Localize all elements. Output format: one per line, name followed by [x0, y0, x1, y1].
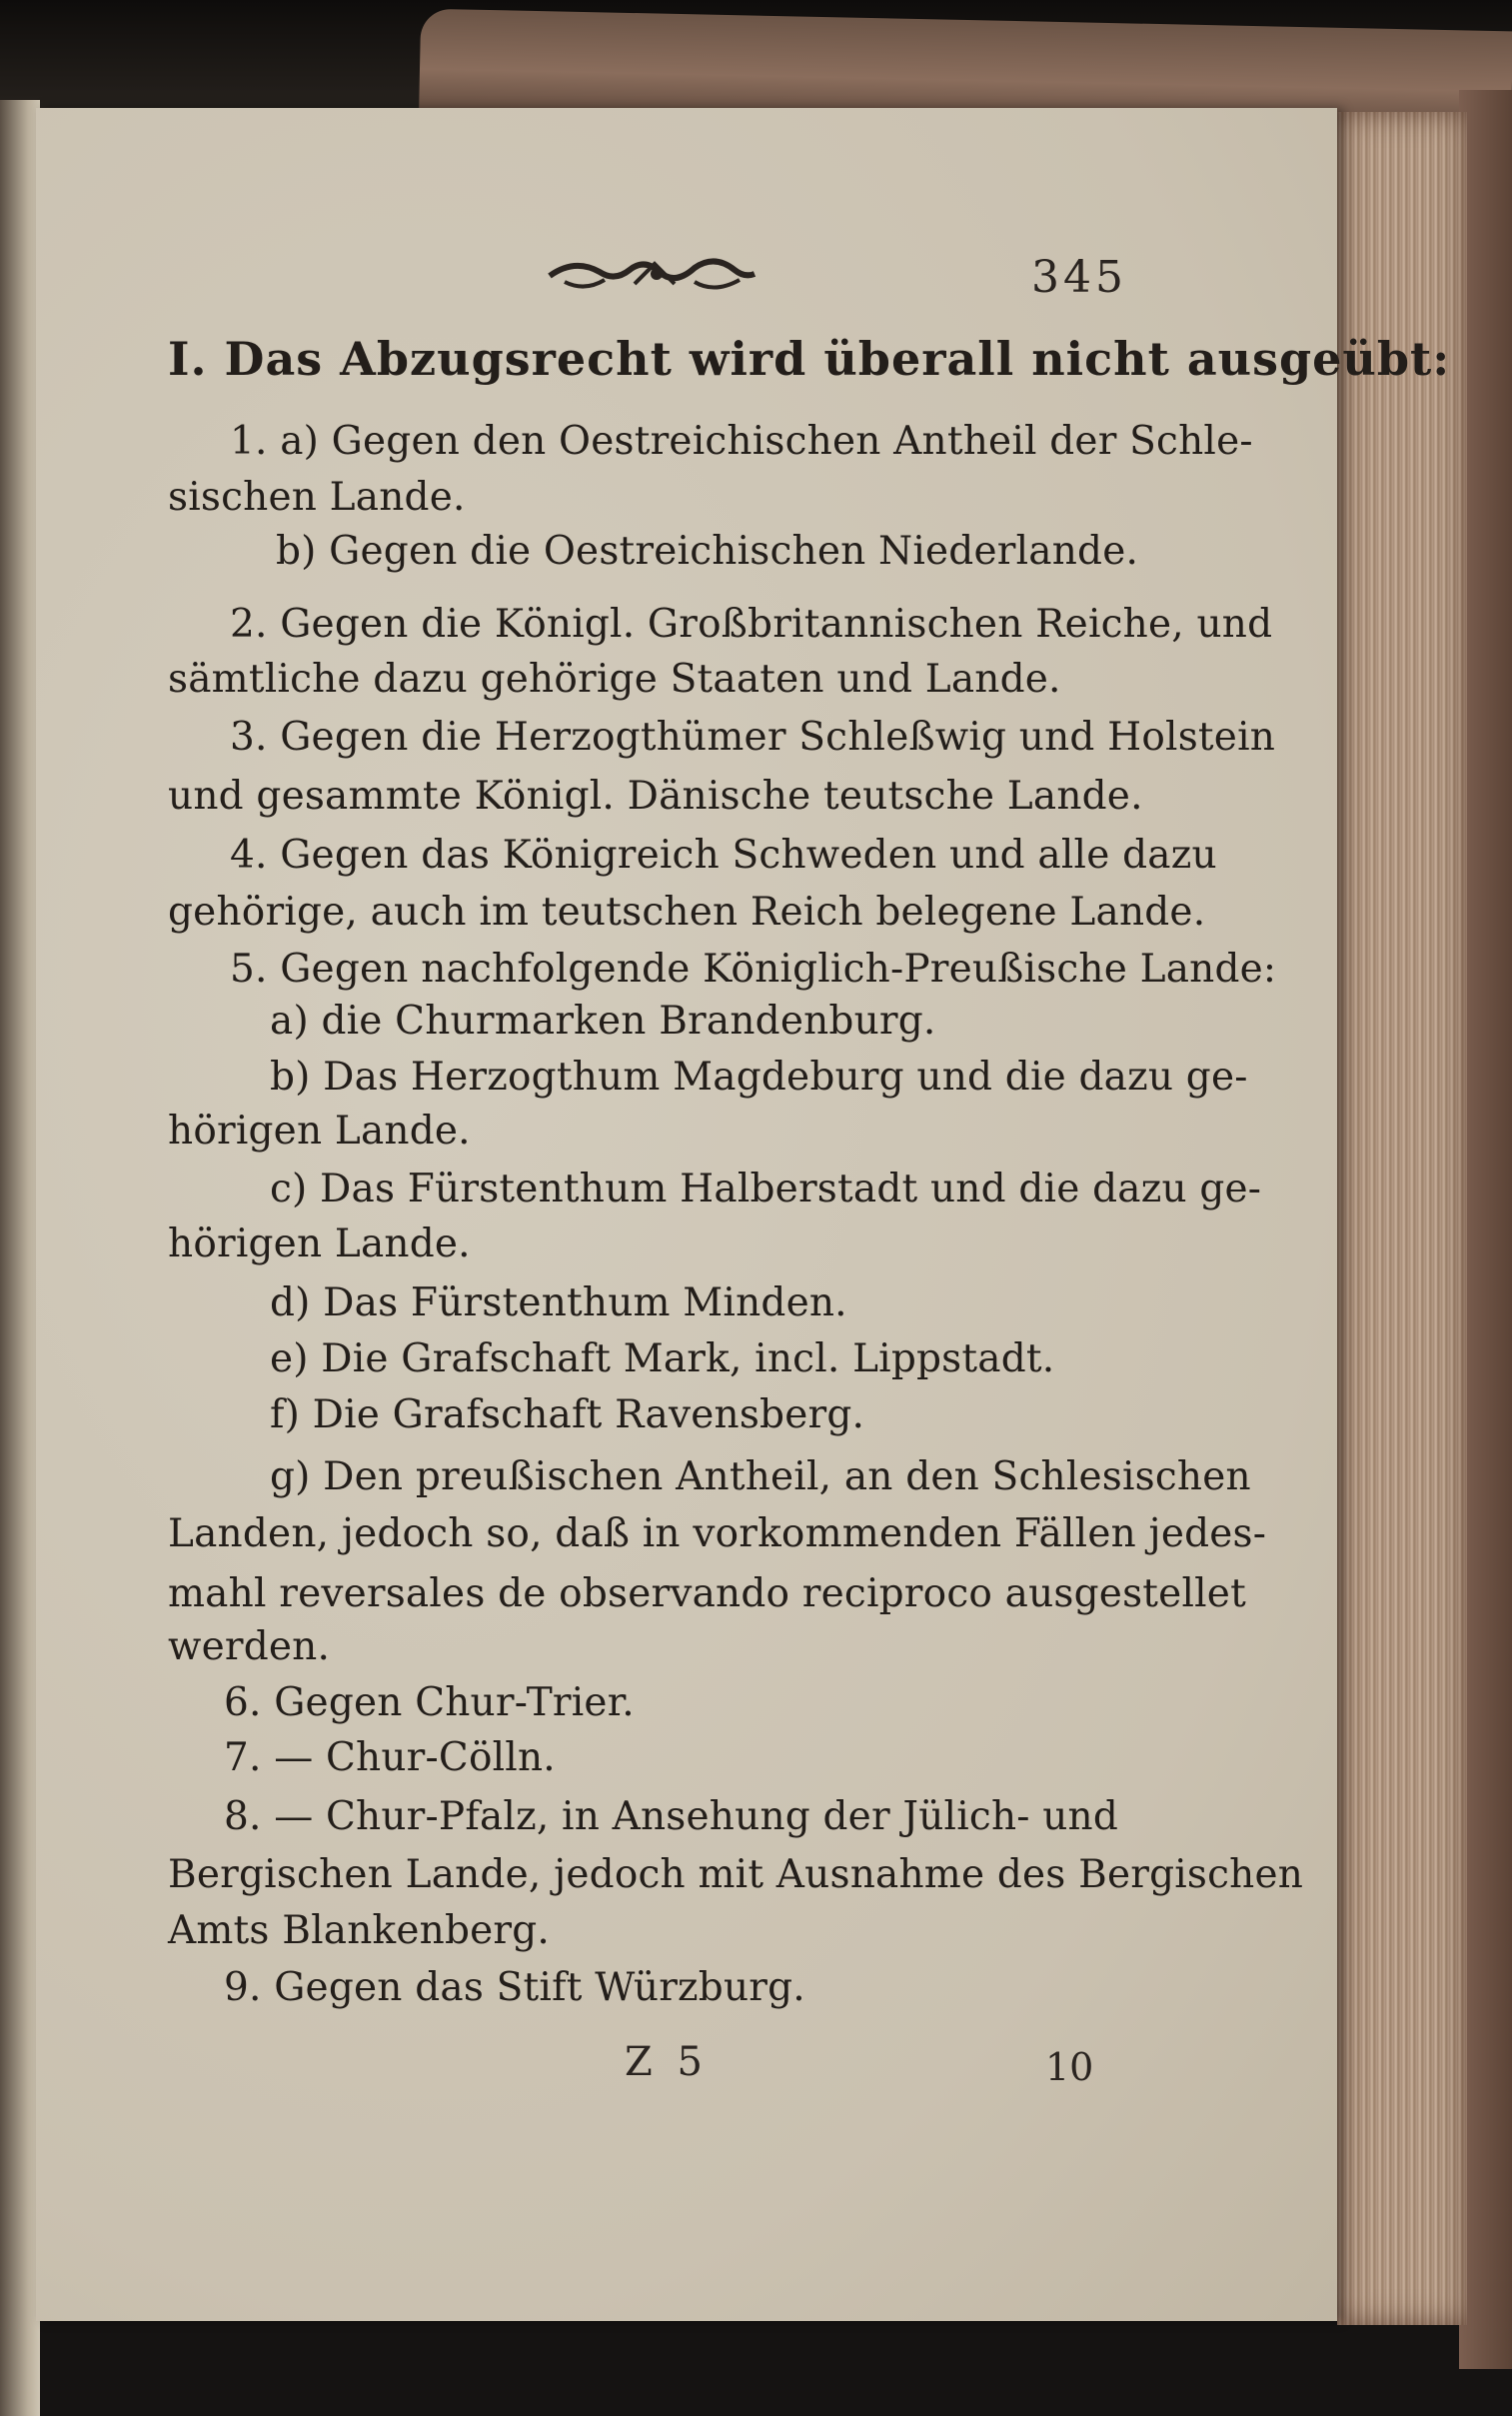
section-heading: I. Das Abzugsrecht wird überall nicht ausgeübt:: [168, 332, 1451, 386]
binding-edge: [0, 100, 40, 2416]
text-line: sischen Lande.: [168, 475, 466, 520]
text-line: d) Das Fürstenthum Minden.: [270, 1280, 847, 1325]
text-line: c) Das Fürstenthum Halberstadt und die dazu ge-: [270, 1167, 1262, 1211]
catchword: 10: [1045, 2045, 1094, 2089]
page-number: 345: [1031, 252, 1127, 303]
decorative-vignette-icon: [545, 248, 759, 298]
text-line: 8. — Chur-Pfalz, in Ansehung der Jülich- und: [224, 1794, 1119, 1839]
text-line: e) Die Grafschaft Mark, incl. Lippstadt.: [270, 1336, 1055, 1381]
text-line: 7. — Chur-Cölln.: [224, 1735, 556, 1780]
text-line: 6. Gegen Chur-Trier.: [224, 1680, 635, 1725]
text-line: a) die Churmarken Brandenburg.: [270, 999, 936, 1044]
text-line: b) Gegen die Oestreichischen Niederlande.: [276, 529, 1139, 574]
text-line: b) Das Herzogthum Magdeburg und die dazu ge-: [270, 1055, 1248, 1100]
text-line: 2. Gegen die Königl. Großbritannischen Reiche, und: [230, 602, 1273, 647]
text-line: 4. Gegen das Königreich Schweden und alle dazu: [230, 833, 1217, 878]
page-block-edges: [1337, 112, 1467, 2325]
text-line: werden.: [168, 1624, 331, 1669]
text-line: Amts Blankenberg.: [168, 1908, 551, 1953]
text-line: gehörige, auch im teutschen Reich belegene Lande.: [168, 890, 1206, 935]
text-line: Landen, jedoch so, daß in vorkommenden Fällen jedes-: [168, 1511, 1267, 1556]
text-line: Bergischen Lande, jedoch mit Ausnahme des Bergischen: [168, 1852, 1304, 1897]
text-line: 5. Gegen nachfolgende Königlich-Preußische Lande:: [230, 947, 1277, 992]
text-line: hörigen Lande.: [168, 1221, 471, 1266]
text-line: g) Den preußischen Antheil, an den Schlesischen: [270, 1454, 1251, 1499]
text-line: 3. Gegen die Herzogthümer Schleßwig und Holstein: [230, 715, 1276, 760]
text-line: f) Die Grafschaft Ravensberg.: [270, 1392, 865, 1437]
text-line: 9. Gegen das Stift Würzburg.: [224, 1965, 805, 2010]
text-line: und gesammte Königl. Dänische teutsche Lande.: [168, 774, 1143, 819]
text-line: 1. a) Gegen den Oestreichischen Antheil der Schle-: [230, 419, 1253, 464]
text-line: mahl reversales de observando reciproco ausgestellet: [168, 1571, 1246, 1616]
signature-mark: Z 5: [625, 2039, 709, 2085]
text-line: hörigen Lande.: [168, 1109, 471, 1154]
text-line: sämtliche dazu gehörige Staaten und Lande.: [168, 657, 1061, 702]
